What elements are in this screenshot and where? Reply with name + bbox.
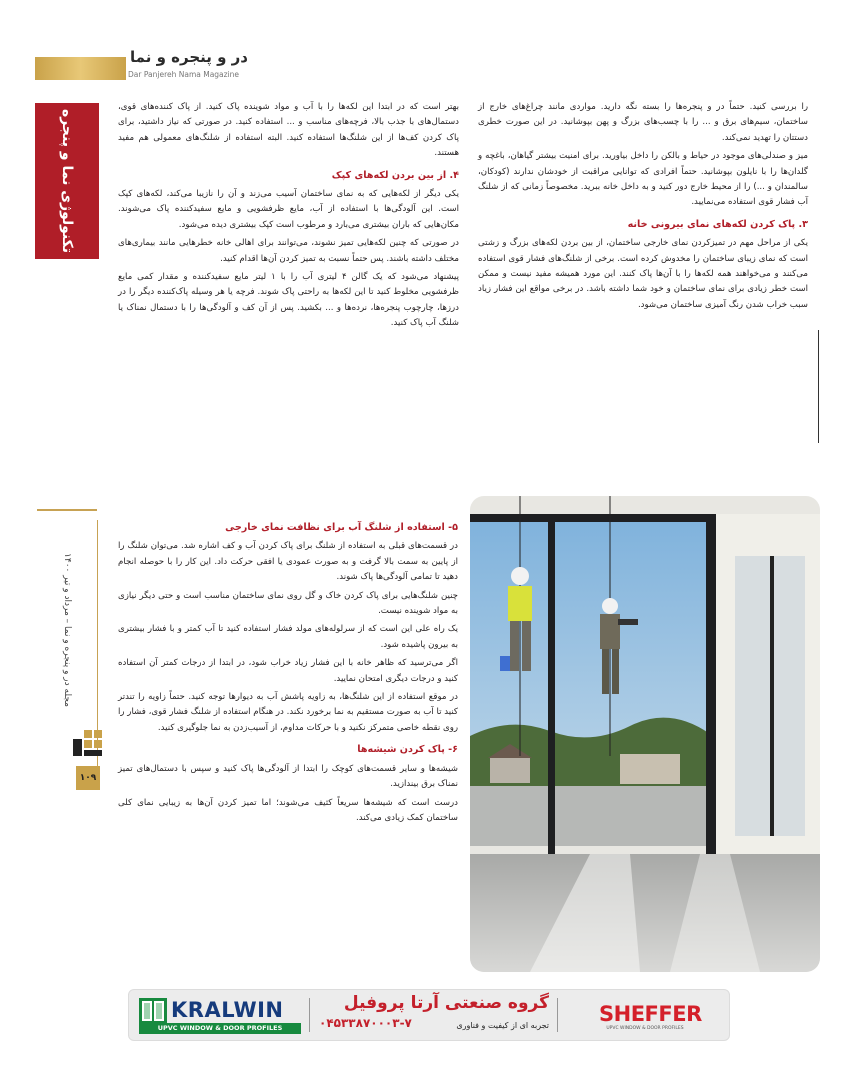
section-heading: ۴. از بین بردن لکه‌های کپک [331,169,459,181]
paragraph: چنین شلنگ‌هایی برای پاک کردن خاک و گل روی نمای ساختمان مناسب است و حتی دیگر نیازی به مواد شوینده نیست. [118,590,458,617]
margin-gold-rule [37,509,97,511]
sheffer-wordmark: SHEFFER [599,1002,702,1026]
article-column-right [478,100,808,485]
section-heading: ۶- پاک کردن شیشه‌ها [357,744,458,756]
ad-tagline: تجربه ای از کیفیت و فناوری [456,1021,549,1030]
header-gold-bar [35,57,126,80]
kralwin-subtitle: UPVC WINDOW & DOOR PROFILES [139,1023,301,1034]
page-number: ۱۰۹ [79,773,97,783]
paragraph: در صورتی که چنین لکه‌هایی تمیز نشوند، می‌توانند برای اهالی خانه خطرهایی مانند بیماری‌های مختلف داشته باشند. پس حتماً نسبت به تمیز کردن آن‌ها اقدام کنید. [118,238,459,264]
paragraph: درست است که شیشه‌ها سریعاً کثیف می‌شوند؛ اما تمیز کردن آن‌ها به زیبایی نمای کلی ساختمان کمک زیادی می‌کند. [118,797,458,823]
paragraph: شیشه‌ها و سایر قسمت‌های کوچک را ابتدا از آلودگی‌ها پاک کنید و سپس با دستمال‌های تمیز نمناک برق بیندازید. [118,763,458,790]
ad-divider [557,998,558,1032]
column-divider [818,330,819,443]
sheffer-subtitle: UPVC WINDOW & DOOR PROFILES [606,1026,684,1031]
page-number-box [76,766,100,790]
section-tab-label: تکنولوژی نما و پنجره [59,108,75,254]
section-heading: ۳. پاک کردن لکه‌های نمای بیرونی خانه [627,218,808,230]
article-column-lower [118,514,458,969]
paragraph: اگر می‌ترسید که ظاهر خانه با این فشار زیاد خراب شود، در ابتدا از درجات کمتر آن استفاده کنید و درجات دیگری امتحان نمایید. [118,658,458,684]
paragraph: میز و صندلی‌های موجود در حیاط و بالکن را داخل بیاورید. برای امنیت بیشتر گیاهان، باغچه و گلدان‌ها را با نایلون بپوشانید. حتماً افرادی که توانایی مراقبت از خودشان ندارند (کودکان، سالمندان و ...) را از محیط خارج دور کنید و به داخل خانه ببرید. مخصوصاً زمانی که از شلنگ آب فشار قوی استفاده می‌نمایید. [478,151,808,208]
logo-text: در و پنجره و نما [130,48,248,66]
paragraph: در قسمت‌های قبلی به استفاده از شلنگ برای پاک کردن آب و کف اشاره شد. می‌توان شلنگ را از پایین به سمت بالا گرفت و به صورت عمودی یا افقی حرکت داد. این کار را با حوصله انجام دهید تا تمامی آلودگی‌ها پاک شوند. [118,541,458,583]
advertisement-banner[interactable] [128,989,730,1041]
paragraph: یکی دیگر از لکه‌هایی که به نمای ساختمان آسیب می‌زند و آن را نازیبا می‌کند، لکه‌های کپک است. این آلودگی‌ها با استفاده از آب، مایع ظرفشویی و مایع سفیدکننده پاک می‌شوند. مکان‌هایی که باران بیشتری می‌بارد و مرطوب است کپک بیشتری دیده می‌شود. [118,189,459,230]
kralwin-window-icon [139,998,167,1024]
ad-company-info [319,993,549,1037]
paragraph: یکی از مراحل مهم در تمیزکردن نمای خارجی ساختمان، از بین بردن لکه‌های بزرگ و زشتی است که نمای زیبای ساختمان را مخدوش کرده است. برخی از شلنگ‌های فشار قوی استفاده می‌کنند و می‌خواهند همه لکه‌ها را با آن‌ها پاک کنند. این مورد همیشه مفید نیست و ممکن است خطر زیادی برای نمای ساختمان و خود شما داشته باشد. در برخی مواقع این فشار زیاد سبب خراب شدن رنگ آمیزی ساختمان می‌شود. [478,238,808,310]
ad-phone-number[interactable]: ۰۴۵۳۳۸۷۰۰۰۳-۷ [319,1016,412,1030]
mini-window-logo-icon [73,730,103,756]
paragraph: پیشنهاد می‌شود که یک گالن ۴ لیتری آب را با ۱ لیتر مایع سفیدکننده و مقدار کمی مایع ظرفشویی مخلوط کنید تا این لکه‌ها به راحتی پاک شوند. فرچه یا هر وسیله پاک‌کننده دیگر را در درزها، چارچوب پنجره‌ها، نرده‌ها و ... بکشید. پس از آن کف و آلودگی‌ها را با دستمال نمناک یا شلنگ آب پاک کنید. [118,272,459,329]
kralwin-wordmark: KRALWIN [171,998,284,1022]
paragraph: یک راه علی این است که از سرلوله‌های مولد فشار استفاده کنید تا آب کمتر و با فشار بیشتری به بیرون پاشیده شود. [118,624,458,650]
section-heading: ۵- استفاده از شلنگ آب برای نظافت نمای خارجی [225,522,458,533]
article-column-middle [118,100,459,500]
kralwin-logo[interactable] [139,996,301,1034]
sheffer-logo[interactable] [599,996,702,1034]
paragraph: در موقع استفاده از این شلنگ‌ها، به زاویه پاشش آب به دیوارها توجه کنید. حتماً زاویه را تندتر کنید تا آب به صورت مستقیم به نما برخورد نکند. در هنگام استفاده از شلنگ فشار قوی، فشار را روی نقطه خاصی متمرکز نکنید و با حرکات مداوم، از آسیب‌زدن به نما جلوگیری کنید. [118,692,458,733]
section-tab [35,103,99,259]
magazine-logo[interactable] [128,48,248,84]
paragraph: را بررسی کنید. حتماً در و پنجره‌ها را بسته نگه دارید. مواردی مانند چراغ‌های خارج از ساختمان، سیم‌های برق و ... را با چسب‌های بزرگ و پهن بپوشانید. در این صورت خطری دستتان را تهدید نمی‌کند. [478,102,808,143]
ad-company-name: گروه صنعتی آرتا پروفیل [343,993,549,1013]
window-cleaners-photo [470,496,820,972]
margin-caption [52,530,82,730]
margin-caption-text: مجله در و پنجره و نما – مرداد و تیر ۱۴۰۰ [62,553,72,707]
ad-divider [309,998,310,1032]
paragraph: بهتر است که در ابتدا این لکه‌ها را با آب و مواد شوینده پاک کنید. از پاک کننده‌های قوی، دستمال‌های با جذب بالا، فرچه‌های مناسب و ... استفاده کنید. در صورتی که نیاز داشتید، برای پاک کردن کف‌ها از این شلنگ‌ها استفاده کنید. البته استفاده از شلنگ‌های معمولی هم مفید هستند. [118,102,459,159]
logo-subtitle: Dar Panjereh Nama Magazine [128,70,240,79]
